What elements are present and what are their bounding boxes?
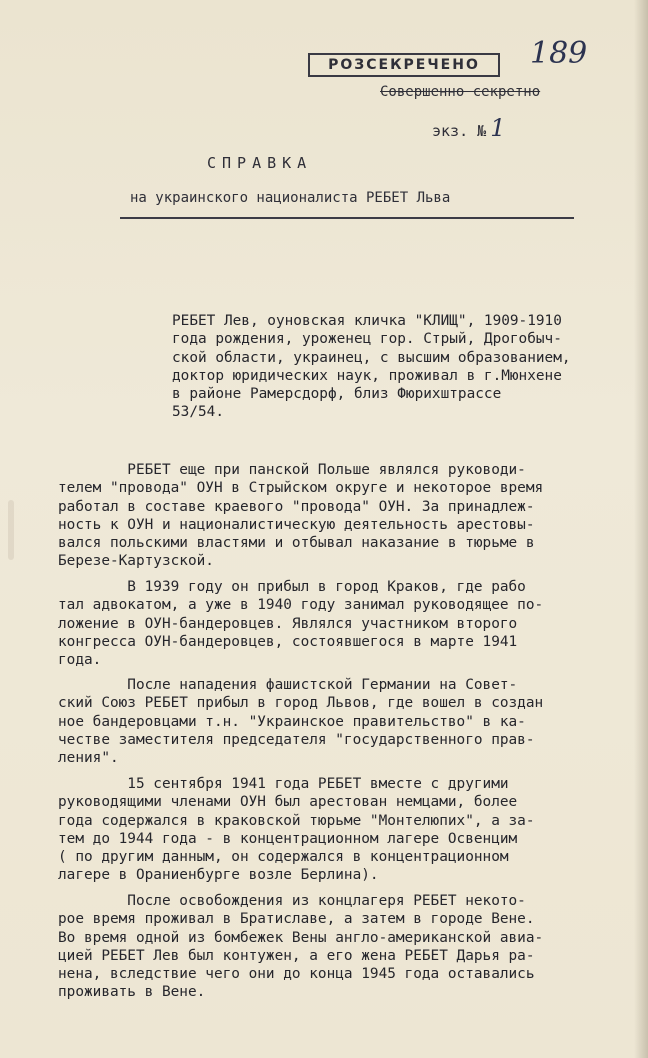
classification-label: Совершенно секретно — [380, 84, 541, 100]
copy-number: 1 — [490, 114, 506, 142]
title-underline — [120, 217, 574, 219]
handwritten-page-number: 189 — [530, 36, 588, 71]
paragraph-3: В 1939 году он прибыл в город Краков, где рабо тал адвокатом, а уже в 1940 году занимал руководящее по- ложение в ОУН-бандеровцев. Являлся участником второго конгресса ОУН-бандеровцев, состоявшегося в марте 1941 года. — [58, 579, 544, 669]
copy-number-line — [432, 114, 505, 142]
binding-mark — [8, 500, 14, 560]
paragraph-1: РЕБЕТ Лев, оуновская кличка "КЛИЩ", 1909-1910 года рождения, уроженец гор. Стрый, Дрогобыч- ской области, украинец, с высшим образованием, доктор юридических наук, проживал в г.Мюнхене в районе Рамерсдорф, близ Фюрихштрассе 53/54. — [172, 313, 571, 421]
paragraph-5: 15 сентября 1941 года РЕБЕТ вместе с другими руководящими членами ОУН был арестован немцами, более года содержался в краковской тюрьме "Монтелюпих", а за- тем до 1944 года - в концентрационном лагере Освенцим ( по другим данным, он содержался в концентрационном лагере в Ораниенбурге возле Берлина). — [58, 776, 535, 884]
paragraph-6: После освобождения из концлагеря РЕБЕТ некото- рое время проживал в Братиславе, а затем в городе Вене. Во время одной из бомбежек Вены англо-американской авиа- цией РЕБЕТ Лев был контужен, а его жена РЕБЕТ Дарья ра- нена, вследствие чего они до конца 1945 года оставались проживать в Вене. — [58, 893, 544, 1001]
paragraph-4: После нападения фашистской Германии на Совет- ский Союз РЕБЕТ прибыл в город Львов, где вошел в создан ное бандеровцами т.н. "Украинское правительство" в ка- честве заместителя председателя "государственного прав- ления". — [58, 677, 544, 767]
copy-label: экз. № — [432, 122, 487, 140]
page-edge-shadow — [634, 0, 648, 1058]
document-subtitle: на украинского националиста РЕБЕТ Льва — [130, 190, 451, 206]
paragraph-2: РЕБЕТ еще при панской Польше являлся руководи- телем "провода" ОУН в Стрыйском округе и некоторое время работал в составе краевого "провода" ОУН. За принадлеж- ность к ОУН и националистическую деятельность арестовы- вался польскими властями и отбывал наказание в тюрьме в Березе-Картузской. — [58, 462, 544, 570]
declassified-stamp: РОЗСЕКРЕЧЕНО — [308, 53, 500, 77]
document-title: СПРАВКА — [207, 154, 313, 172]
